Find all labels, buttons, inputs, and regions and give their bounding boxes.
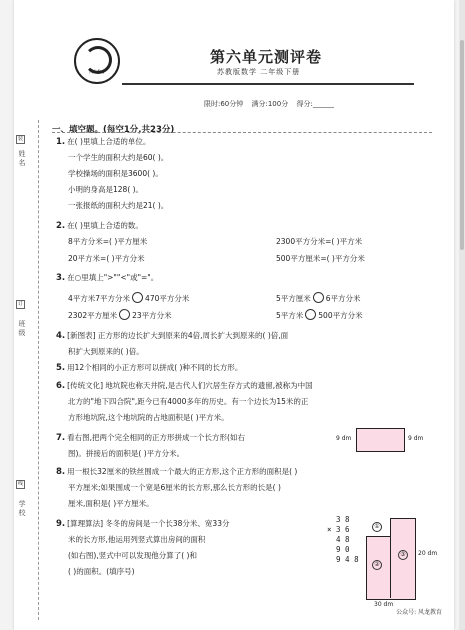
section-marker: ② — [372, 560, 382, 570]
question-number: 4. — [56, 331, 66, 341]
question-8-line[interactable]: 8. 用一根长32厘米的铁丝围成一个最大的正方形,这个正方形的面积是( ) — [56, 467, 298, 477]
binding-dot: 订 — [17, 301, 23, 307]
binding-dot: 装 — [17, 136, 23, 142]
question-number: 8. — [56, 467, 66, 477]
question-1-line[interactable]: 一个学生的面积大约是60( )。 — [68, 153, 169, 162]
question-2-item[interactable]: 2300平方分米=( )平方米 — [276, 237, 363, 246]
page-subtitle: 苏教版数学 二年级下册 — [217, 68, 301, 76]
time-limit: 限时:60分钟 — [204, 100, 244, 108]
logo-text: 风龙教育 — [89, 69, 105, 74]
question-1-line[interactable]: 一张报纸的面积大约是21( )。 — [68, 201, 169, 210]
scrollbar-thumb[interactable] — [460, 40, 464, 250]
question-2-item[interactable]: 20平方米=( )平方分米 — [68, 254, 145, 263]
question-3-compare: 2302平方厘米 23平方分米 — [68, 311, 172, 320]
question-6-line: 北方的"地下四合院",距今已有4000多年的历史。有一个边长为15米的正 — [68, 397, 309, 406]
dimension-label: 9 dm — [408, 435, 424, 442]
question-number: 2. — [56, 221, 66, 231]
binding-label-school: 学校 — [18, 500, 26, 518]
question-number: 5. — [56, 363, 66, 373]
section-marker: ① — [372, 522, 382, 532]
question-3-stem: 3. 在○里填上">""<"或"="。 — [56, 273, 159, 283]
section-title: 一、填空题。(每空1分,共23分) — [52, 125, 175, 135]
question-8-line[interactable]: 平方厘米;如果围成一个宽是6厘米的长方形,那么长方形的长是( ) — [68, 483, 281, 492]
question-4-line[interactable]: 4. [新图表] 正方形的边长扩大到原来的4倍,周长扩大到原来的( )倍,面 — [56, 331, 289, 341]
question-9-line[interactable]: (如右图),竖式中可以发现他分算了( )和 — [68, 551, 197, 560]
title-divider — [122, 83, 414, 85]
question-7-line: 7. 看右图,把两个完全相同的正方形拼成一个长方形(如右 — [56, 433, 245, 443]
question-1-line[interactable]: 学校操场的面积是3600( )。 — [68, 169, 163, 178]
question-1-stem: 1. 在( )里填上合适的单位。 — [56, 137, 151, 147]
compare-circle[interactable] — [313, 292, 324, 303]
question-number: 1. — [56, 137, 66, 147]
question-number: 6. — [56, 381, 66, 391]
question-3-compare: 5平方厘米 6平方分米 — [276, 294, 361, 303]
full-score: 满分:100分 — [251, 100, 289, 108]
question-number: 3. — [56, 273, 66, 283]
question-6-line[interactable]: 方形地坑院,这个地坑院的占地面积是( )平方米。 — [68, 413, 229, 422]
exam-sheet — [14, 0, 454, 630]
binding-label-class: 班级 — [18, 320, 26, 338]
question-9-line[interactable]: ( )的面积。(填序号) — [68, 567, 135, 576]
binding-dot: 线 — [17, 481, 23, 487]
question-6-line: 6. [传统文化] 地坑院也称天井院,是古代人们穴居生存方式的遗留,被称为中国 — [56, 381, 313, 391]
dimension-label: 9 dm — [336, 435, 352, 442]
page-title: 第六单元测评卷 — [210, 48, 323, 66]
compare-circle[interactable] — [132, 292, 143, 303]
question-8-line[interactable]: 厘米,面积是( )平方厘米。 — [68, 499, 154, 508]
dimension-label: 20 dm — [418, 550, 438, 557]
question-9-line: 米的长方形,他运用列竖式算出房间的面积 — [68, 535, 206, 544]
question-number: 9. — [56, 519, 66, 529]
question-4-line[interactable]: 积扩大到原来的( )倍。 — [68, 347, 144, 356]
question-3-compare: 5平方米 500平方分米 — [276, 311, 363, 320]
section-divider — [52, 132, 432, 133]
score-field[interactable]: 得分:______ — [296, 100, 334, 108]
question-number: 7. — [56, 433, 66, 443]
compare-circle[interactable] — [305, 309, 316, 320]
question-7-line[interactable]: 图)。拼接后的面积是( )平方分米。 — [68, 449, 185, 458]
question-3-compare: 4平方米7平方分米 470平方分米 — [68, 294, 190, 303]
question-2-item[interactable]: 500平方厘米=( )平方分米 — [276, 254, 365, 263]
publisher-logo — [74, 38, 120, 84]
vertical-scrollbar[interactable] — [459, 0, 465, 630]
compare-circle[interactable] — [119, 309, 130, 320]
question-9-line: 9. [算理算法] 冬冬的房间是一个长38分米、宽33分 — [56, 519, 230, 529]
score-line — [204, 99, 340, 109]
question-2-item[interactable]: 8平方分米=( )平方厘米 — [68, 237, 148, 246]
square-diagram — [384, 428, 405, 452]
question-1-line[interactable]: 小明的身高是128( )。 — [68, 185, 144, 194]
dimension-label: 30 dm — [374, 601, 394, 608]
question-5-line[interactable]: 5. 用12个相同的小正方形可以拼成( )种不同的长方形。 — [56, 363, 243, 373]
binding-margin — [14, 120, 39, 620]
vertical-multiplication: 3 8 × 3 6 4 8 9 0 9 4 8 — [327, 515, 359, 564]
section-marker: ③ — [398, 550, 408, 560]
question-2-stem: 2. 在( )里填上合适的数。 — [56, 221, 143, 231]
footer-text: 公众号: 风龙教育 — [396, 609, 442, 616]
square-diagram — [356, 428, 386, 452]
binding-label-name: 姓名 — [18, 150, 26, 168]
